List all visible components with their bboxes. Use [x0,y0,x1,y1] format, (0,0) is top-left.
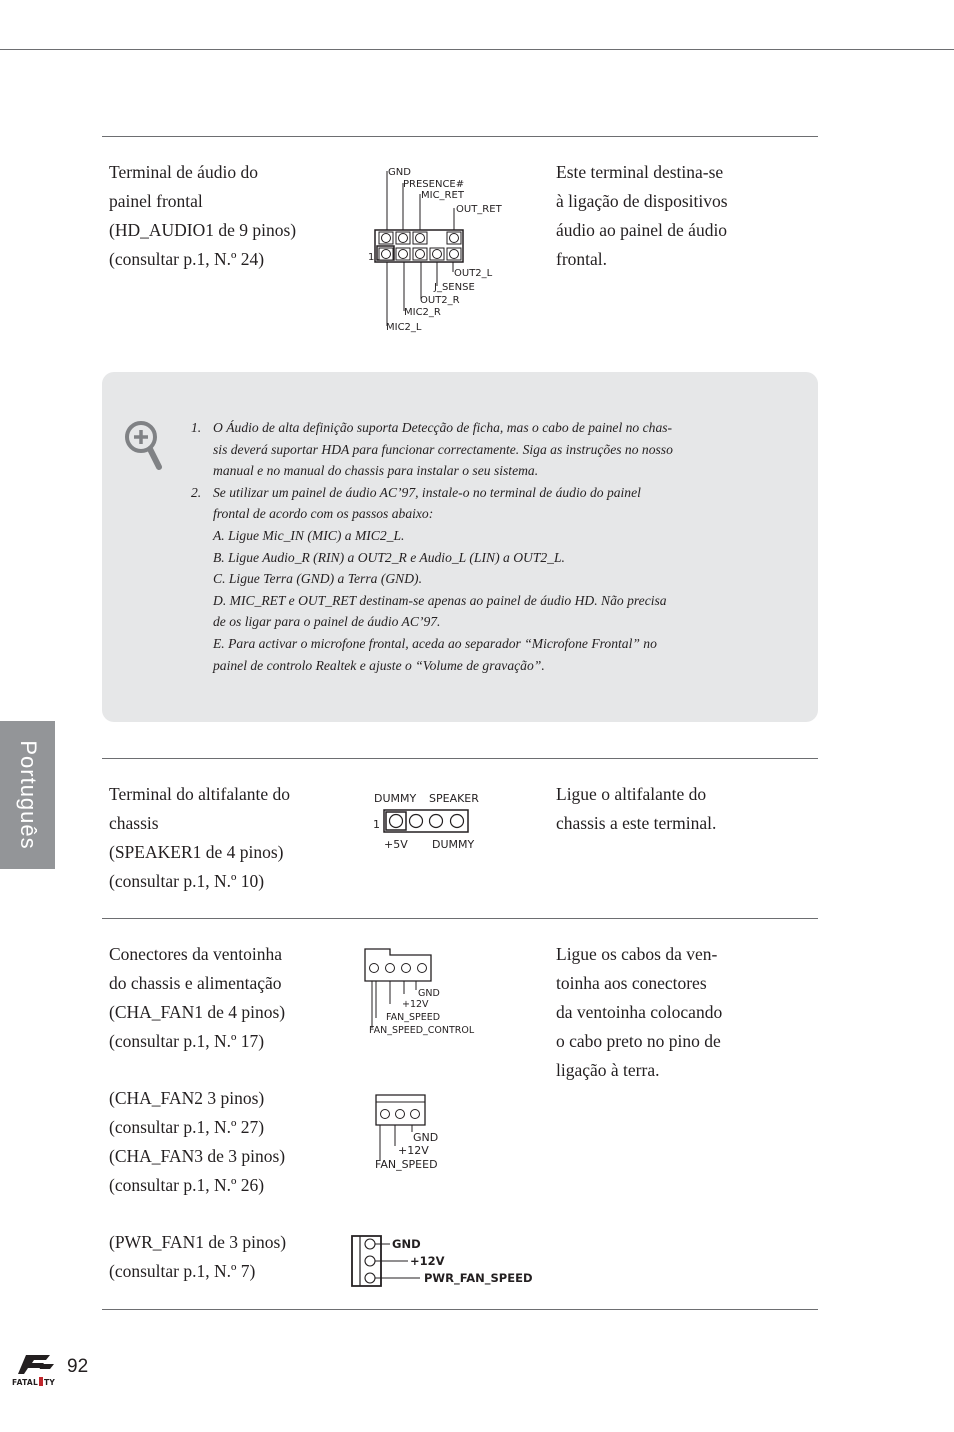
note-line: C. Ligue Terra (GND) a Terra (GND). [213,571,422,587]
hd-audio-instr-line: Este terminal destina-se [556,162,724,182]
speaker-desc-line: (consultar p.1, N.º 10) [109,871,265,891]
label-mic2-l: MIC2_L [386,322,422,333]
label-out2-r: OUT2_R [420,295,460,306]
note-text [191,417,751,676]
note-item-1-line [191,417,751,439]
hd-audio-instr-line: à ligação de dispositivos [556,191,728,211]
label-speaker: SPEAKER [429,792,479,805]
speaker-description [109,780,290,896]
label-12v: +12V [402,999,429,1010]
fan-desc-line: (consultar p.1, N.º 17) [109,1031,265,1051]
speaker-desc-line: (SPEAKER1 de 4 pinos) [109,842,284,862]
header-rule [0,49,954,50]
fan-desc-line: (CHA_FAN1 de 4 pinos) [109,1002,286,1022]
language-side-tab [0,721,55,869]
note-item-number: 1. [191,420,202,435]
fan-instr-line: da ventoinha colocando [556,1002,723,1022]
hd-audio-instruction [556,158,728,274]
fan-desc-line: (CHA_FAN3 de 3 pinos) [109,1146,286,1166]
fan-description-group1 [109,940,285,1056]
label-dummy-bottom: DUMMY [432,838,475,851]
label-12v: +12V [410,1254,445,1268]
note-line: B. Ligue Audio_R (RIN) a OUT2_R e Audio_L (LIN) a OUT2_L. [213,549,565,565]
svg-text:FATAL: FATAL [12,1378,39,1387]
label-j-sense: J_SENSE [434,282,475,293]
label-presence: PRESENCE# [403,179,465,190]
svg-text:TY: TY [44,1378,56,1387]
label-gnd: GND [388,167,411,178]
fan-instr-line: toinha aos conectores [556,973,707,993]
label-mic2-r: MIC2_R [404,307,441,318]
fan-desc-line: (consultar p.1, N.º 26) [109,1175,265,1195]
label-out-ret: OUT_RET [456,204,502,215]
section-rule-audio-top [102,136,818,137]
label-gnd: GND [418,988,440,999]
label-pin1: 1 [368,252,375,263]
hd-audio-desc-line: painel frontal [109,191,203,211]
speaker-header-diagram [368,786,498,852]
section-rule-fan-top [102,918,818,919]
label-pwr-fan-speed: PWR_FAN_SPEED [424,1271,533,1285]
label-pin1: 1 [373,818,380,831]
label-mic-ret: MIC_RET [421,190,464,201]
label-12v: +12V [398,1144,429,1157]
note-line: sis deverá suportar HDA para funcionar correctamente. Siga as instruções no nosso [213,441,673,457]
label-fan-speed: FAN_SPEED [375,1158,438,1171]
note-line: frontal de acordo com os passos abaixo: [213,506,434,522]
hd-audio-description [109,158,296,274]
cha-fan1-diagram [360,946,500,1038]
fan-instr-line: o cabo preto no pino de [556,1031,721,1051]
hd-audio-desc-line: (HD_AUDIO1 de 9 pinos) [109,220,297,240]
note-line: manual e no manual do chassis para instalar o seu sistema. [213,463,539,479]
label-gnd: GND [392,1237,421,1251]
label-out2-l: OUT2_L [454,268,493,279]
fan-desc-line: (consultar p.1, N.º 7) [109,1261,256,1281]
speaker-instr-line: Ligue o altifalante do [556,784,707,804]
speaker-desc-line: chassis [109,813,159,833]
label-gnd: GND [413,1131,439,1144]
label-fan-speed-control: FAN_SPEED_CONTROL [369,1025,475,1036]
fan-desc-line: Conectores da ventoinha [109,944,283,964]
label-dummy-top: DUMMY [374,792,417,805]
label-fan-speed: FAN_SPEED [386,1012,441,1023]
page-number: 92 [67,1356,89,1377]
note-line: E. Para activar o microfone frontal, aceda ao separador “Microfone Frontal” no [213,635,657,651]
speaker-desc-line: Terminal do altifalante do [109,784,290,804]
fan-description-group2 [109,1084,285,1200]
note-line: O Áudio de alta definição suporta Detecção de ficha, mas o cabo de painel no chas- [213,420,673,435]
hd-audio-desc-line: (consultar p.1, N.º 24) [109,249,265,269]
fan-instr-line: ligação à terra. [556,1060,660,1080]
hd-audio-desc-line: Terminal de áudio do [109,162,258,182]
fan-desc-line: (CHA_FAN2 3 pinos) [109,1088,265,1108]
hd-audio-instr-line: frontal. [556,249,608,269]
section-rule-fan-bottom [102,1309,818,1310]
fan-instr-line: Ligue os cabos da ven- [556,944,718,964]
fan-description-group3 [109,1228,286,1286]
note-line: painel de controlo Realtek e ajuste o “Volume de gravação”. [213,657,545,673]
hd-audio-instr-line: áudio ao painel de áudio [556,220,728,240]
hd-audio-header-diagram [360,160,530,340]
note-line: A. Ligue Mic_IN (MIC) a MIC2_L. [213,527,405,543]
speaker-instruction [556,780,716,838]
section-rule-speaker-top [102,758,818,759]
cha-fan2-3-diagram [370,1092,470,1172]
note-line: de os ligar para o painel de áudio AC’97. [213,614,441,630]
fan-desc-line: do chassis e alimentação [109,973,282,993]
language-label: Português [15,740,41,850]
magnifier-plus-icon [124,420,164,472]
fan-instruction [556,940,722,1085]
fan-desc-line: (consultar p.1, N.º 27) [109,1117,265,1137]
note-item-number: 2. [191,484,202,500]
pwr-fan1-diagram [348,1232,538,1290]
fatal1ty-logo [10,1352,64,1388]
note-item-2-line [191,482,751,504]
note-line: D. MIC_RET e OUT_RET destinam-se apenas ao painel de áudio HD. Não precisa [213,592,667,608]
label-plus5v: +5V [384,838,408,851]
note-line: Se utilizar um painel de áudio AC’97, instale-o no terminal de áudio do painel [213,484,641,500]
fan-desc-line: (PWR_FAN1 de 3 pinos) [109,1232,287,1252]
speaker-instr-line: chassis a este terminal. [556,813,717,833]
